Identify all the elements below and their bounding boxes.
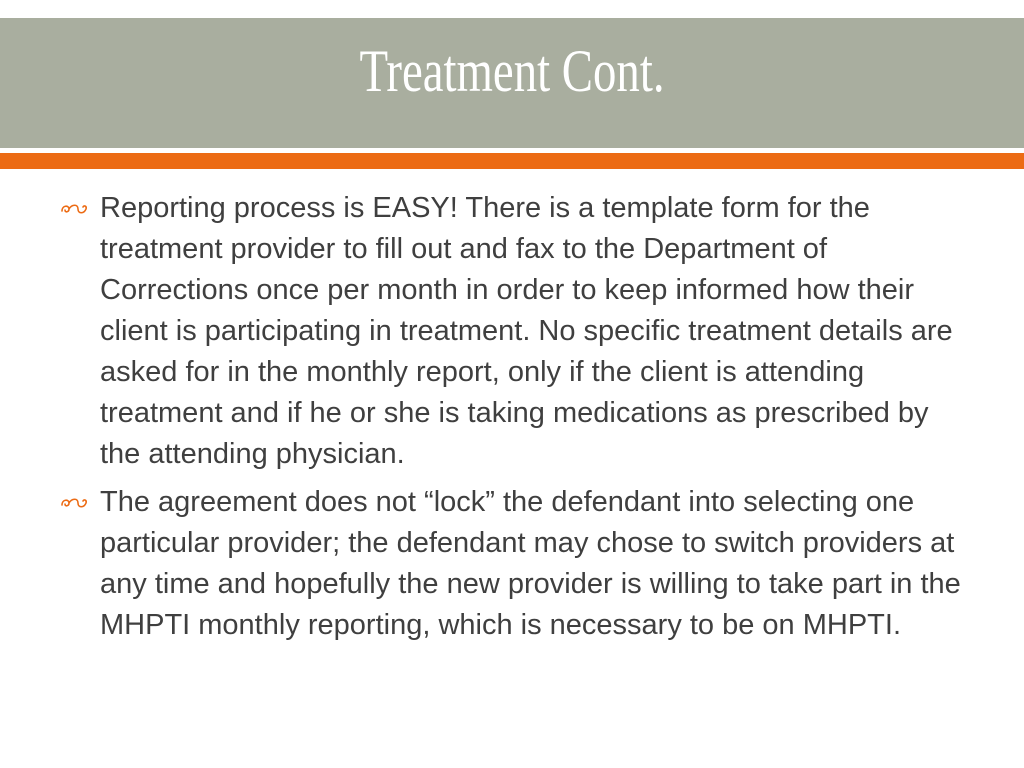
bullet-list [60,188,972,646]
bullet-item [60,482,972,646]
bullet-text: The agreement does not “lock” the defendant into selecting one particular provider; the defendant may chose to switch providers at any time and hopefully the new provider is willing to take part in the MHPTI monthly reporting, which is necessary to be on MHPTI. [100,486,961,641]
scroll-flourish-icon [60,496,90,510]
slide-title: Treatment Cont. [359,38,665,104]
bullet-text: Reporting process is EASY! There is a template form for the treatment provider to fill out and fax to the Department of Corrections once per month in order to keep informed how their client is participating in treatment. No specific treatment details are asked for in the monthly report, only if the client is attending treatment and if he or she is taking medications as prescribed by the attending physician. [100,192,953,470]
bullet-item [60,188,972,475]
scroll-flourish-icon [60,202,90,216]
accent-bar [0,153,1024,169]
